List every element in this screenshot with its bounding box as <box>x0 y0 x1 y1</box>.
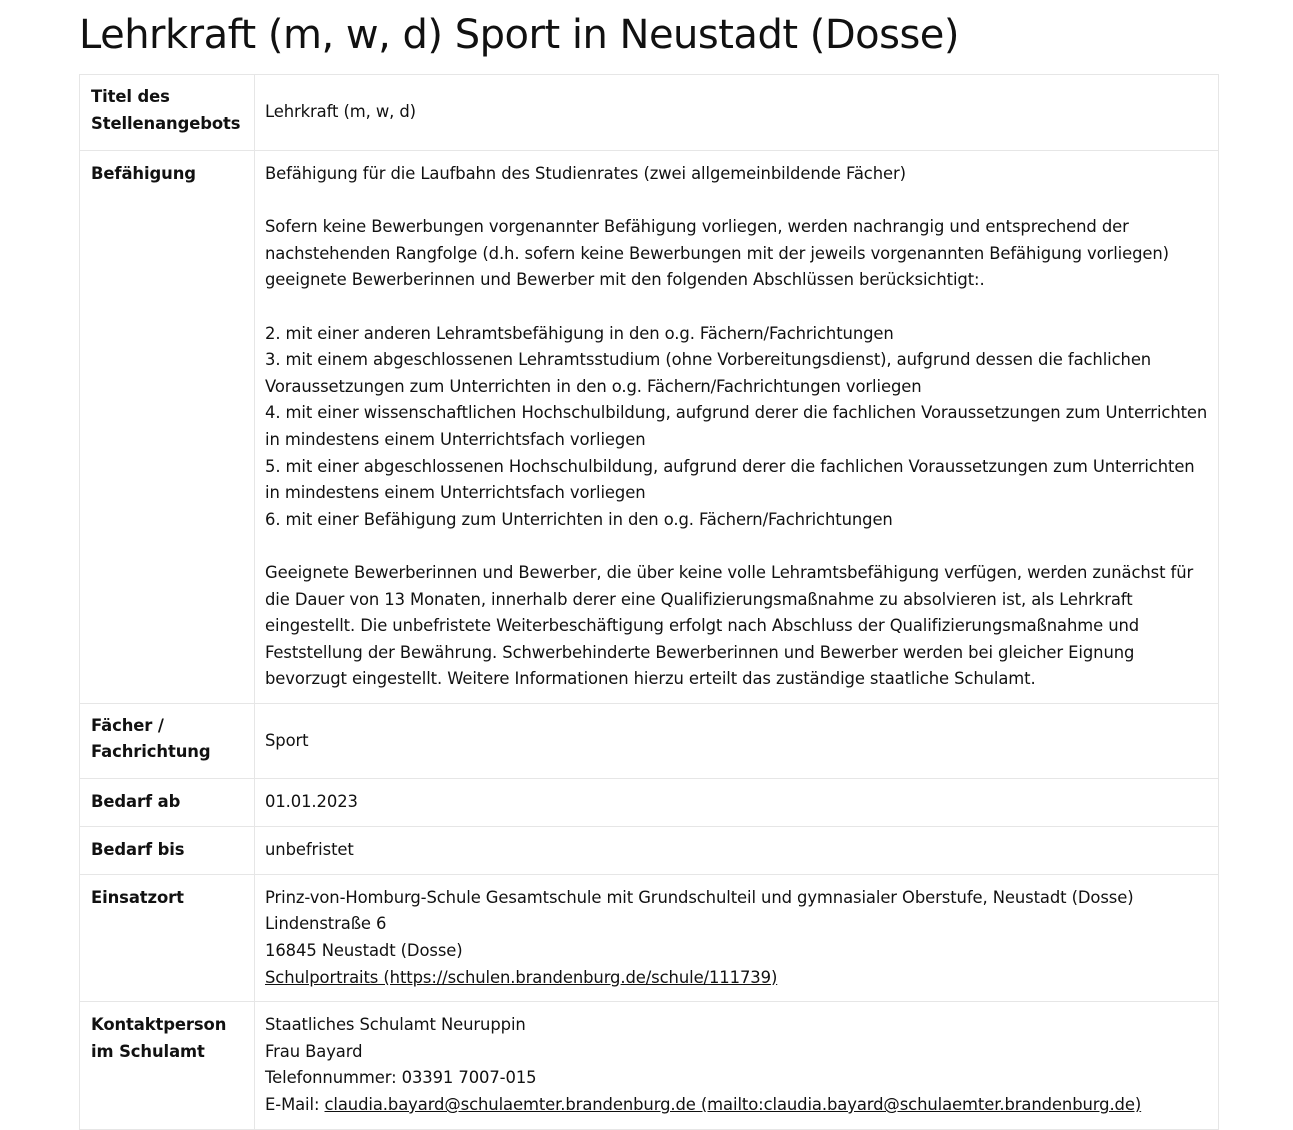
row-kontakt <box>80 1002 1219 1129</box>
value-kontakt <box>255 1002 1219 1129</box>
label-titel: Titel des Stellenangebots <box>80 75 255 151</box>
label-befaehigung: Befähigung <box>80 151 255 704</box>
row-einsatzort <box>80 874 1219 1001</box>
label-bedarf-bis: Bedarf bis <box>80 826 255 874</box>
label-einsatzort: Einsatzort <box>80 874 255 1001</box>
job-details-table <box>79 74 1219 1130</box>
school-city: 16845 Neustadt (Dosse) <box>265 941 463 961</box>
label-bedarf-ab: Bedarf ab <box>80 778 255 826</box>
contact-person: Frau Bayard <box>265 1041 363 1061</box>
value-einsatzort <box>255 874 1219 1001</box>
page-title: Lehrkraft (m, w, d) Sport in Neustadt (Dosse) <box>79 12 959 58</box>
list-item: 5. mit einer abgeschlossenen Hochschulbildung, aufgrund derer die fachlichen Voraussetzungen zum Unterrichten in mindestens einem Unterrichtsfach vorliegen <box>265 456 1195 503</box>
value-bedarf-bis: unbefristet <box>255 826 1219 874</box>
label-kontakt: Kontaktperson im Schulamt <box>80 1002 255 1129</box>
list-item: 3. mit einem abgeschlossenen Lehramtsstudium (ohne Vorbereitungsdienst), aufgrund dessen die fachlichen Voraussetzungen zum Unterrichten in den o.g. Fächern/Fachrichtungen vorliegen <box>265 350 1152 396</box>
label-faecher: Fächer / Fachrichtung <box>80 703 255 778</box>
value-titel: Lehrkraft (m, w, d) <box>255 75 1219 151</box>
contact-phone: Telefonnummer: 03391 7007-015 <box>265 1068 537 1088</box>
befaehigung-intro: Befähigung für die Laufbahn des Studienrates (zwei allgemeinbildende Fächer) <box>265 164 906 183</box>
befaehigung-paragraph-1: Sofern keine Bewerbungen vorgenannter Befähigung vorliegen, werden nachrangig und entsprechend der nachstehenden Rangfolge (d.h. sofern keine Bewerbungen mit der jeweils vorgenannten Befähigung vorliegen) geeignete Bewerberinnen und Bewerber mit den folgenden Abschlüssen berücksichtigt:. <box>265 217 1169 290</box>
row-bedarf-ab <box>80 778 1219 826</box>
contact-email-line <box>265 1092 1210 1119</box>
list-item: 6. mit einer Befähigung zum Unterrichten in den o.g. Fächern/Fachrichtungen <box>265 509 893 529</box>
school-street: Lindenstraße 6 <box>265 914 387 934</box>
befaehigung-paragraph-2: Geeignete Bewerberinnen und Bewerber, die über keine volle Lehramtsbefähigung verfügen, werden zunächst für die Dauer von 13 Monaten, innerhalb derer eine Qualifizierungsmaßnahme zu absolvieren ist, als Lehrkraft eingestellt. Die unbefristete Weiterbeschäftigung erfolgt nach Abschluss der Qualifizierungsmaßnahme und Feststellung der Bewährung. Schwerbehinderte Bewerberinnen und Bewerber werden bei gleicher Eignung bevorzugt eingestellt. Weitere Informationen hierzu erteilt das zuständige staatliche Schulamt. <box>265 562 1194 689</box>
value-bedarf-ab: 01.01.2023 <box>255 778 1219 826</box>
contact-email-label: E-Mail: <box>265 1095 325 1115</box>
list-item: 2. mit einer anderen Lehramtsbefähigung in den o.g. Fächern/Fachrichtungen <box>265 323 894 343</box>
row-faecher <box>80 703 1219 778</box>
value-befaehigung <box>255 151 1219 704</box>
school-name: Prinz-von-Homburg-Schule Gesamtschule mit Grundschulteil und gymnasialer Oberstufe, Neustadt (Dosse) <box>265 887 1134 907</box>
contact-office: Staatliches Schulamt Neuruppin <box>265 1015 526 1035</box>
school-portrait-link[interactable]: Schulportraits (https://schulen.brandenburg.de/schule/111739) <box>265 967 778 987</box>
contact-email-link[interactable]: claudia.bayard@schulaemter.brandenburg.de (mailto:claudia.bayard@schulaemter.brandenburg.de) <box>324 1095 1142 1115</box>
row-titel <box>80 75 1219 151</box>
value-faecher: Sport <box>255 703 1219 778</box>
row-befaehigung <box>80 151 1219 704</box>
befaehigung-list <box>265 321 1210 534</box>
list-item: 4. mit einer wissenschaftlichen Hochschulbildung, aufgrund derer die fachlichen Voraussetzungen zum Unterrichten in mindestens einem Unterrichtsfach vorliegen <box>265 403 1208 449</box>
row-bedarf-bis <box>80 826 1219 874</box>
